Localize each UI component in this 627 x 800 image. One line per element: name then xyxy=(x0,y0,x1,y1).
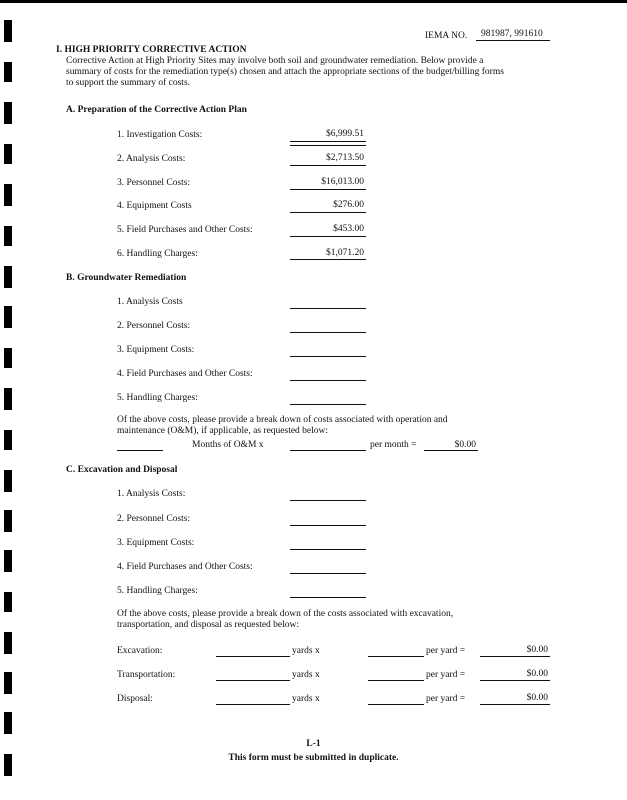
iema-number: 981987, 991610 xyxy=(481,29,543,39)
c-disposal-total: $0.00 xyxy=(526,693,548,703)
a-personnel-label: 3. Personnel Costs: xyxy=(117,178,191,188)
b-om-months-label: Months of O&M x xyxy=(192,440,264,450)
duplicate-note: This form must be submitted in duplicate. xyxy=(228,753,399,763)
a-handling-line xyxy=(290,259,366,260)
c-analysis-label: 1. Analysis Costs: xyxy=(117,489,186,499)
a-investigation-line xyxy=(290,141,366,142)
b-handling-label: 5. Handling Charges: xyxy=(117,393,198,403)
c-excavation-yards-label: yards x xyxy=(292,646,320,656)
part-a-title: A. Preparation of the Corrective Action Plan xyxy=(66,105,247,115)
c-disposal-yards-field[interactable] xyxy=(216,704,290,705)
c-transportation-label: Transportation: xyxy=(117,670,176,680)
b-om-per-month-label: per month = xyxy=(370,440,417,450)
scan-margin-bar xyxy=(4,226,12,246)
scan-margin-bar xyxy=(4,348,12,368)
c-equipment-label: 3. Equipment Costs: xyxy=(117,538,195,548)
a-equipment-value: $276.00 xyxy=(333,200,364,210)
c-disposal-total-line xyxy=(480,704,550,705)
scan-margin-bar xyxy=(4,470,12,492)
scan-margin-bar xyxy=(4,430,12,450)
b-om-months-field[interactable] xyxy=(117,450,163,451)
b-equipment-line xyxy=(290,356,366,357)
a-investigation-label: 1. Investigation Costs: xyxy=(117,130,203,140)
part-b-title: B. Groundwater Remediation xyxy=(66,273,187,283)
b-personnel-line xyxy=(290,332,366,333)
scan-margin-bar xyxy=(4,20,12,42)
a-equipment-line xyxy=(290,212,366,213)
c-breakdown-note: Of the above costs, please provide a break down of the costs associated with excavation, transportation, and disposal as requested below: xyxy=(117,609,454,630)
a-field-line xyxy=(290,236,366,237)
scan-margin-bar xyxy=(4,672,12,694)
b-om-note: Of the above costs, please provide a break down of costs associated with operation and maintenance (O&M), if applicable, as requested below: xyxy=(117,415,448,436)
b-field-line xyxy=(290,380,366,381)
b-analysis-label: 1. Analysis Costs xyxy=(117,297,183,307)
c-transportation-total-line xyxy=(480,680,550,681)
c-transportation-yards-label: yards x xyxy=(292,670,320,680)
b-handling-line xyxy=(290,404,366,405)
a-analysis-line xyxy=(290,165,366,166)
c-field-label: 4. Field Purchases and Other Costs: xyxy=(117,562,253,572)
c-handling-line xyxy=(290,597,366,598)
c-personnel-line xyxy=(290,525,366,526)
a-personnel-line xyxy=(290,189,366,190)
b-om-per-month-field[interactable] xyxy=(290,450,366,451)
c-transportation-yards-field[interactable] xyxy=(216,680,290,681)
a-investigation-line2 xyxy=(290,145,366,146)
scan-margin-bar xyxy=(4,62,12,82)
iema-label: IEMA NO. xyxy=(425,31,468,41)
scan-margin-bar xyxy=(4,550,12,572)
a-field-label: 5. Field Purchases and Other Costs: xyxy=(117,225,253,235)
c-transportation-rate-field[interactable] xyxy=(368,680,424,681)
a-handling-label: 6. Handling Charges: xyxy=(117,249,198,259)
c-excavation-rate-field[interactable] xyxy=(368,656,424,657)
scan-margin-bar xyxy=(4,388,12,410)
b-om-total: $0.00 xyxy=(454,440,476,450)
section-intro: Corrective Action at High Priority Sites may involve both soil and groundwater remediation. Below provide a summary of costs for the remediation type(s) chosen and attach the appropriate sections of the budget/billing forms to support the summary of costs. xyxy=(66,56,504,88)
b-field-label: 4. Field Purchases and Other Costs: xyxy=(117,369,253,379)
c-field-line xyxy=(290,573,366,574)
scan-margin-bar xyxy=(4,102,12,124)
b-personnel-label: 2. Personnel Costs: xyxy=(117,321,191,331)
scan-top-border xyxy=(0,0,627,3)
c-equipment-line xyxy=(290,549,366,550)
a-field-value: $453.00 xyxy=(333,224,364,234)
c-transportation-total: $0.00 xyxy=(526,669,548,679)
c-transportation-per-yard-label: per yard = xyxy=(426,670,466,680)
c-handling-label: 5. Handling Charges: xyxy=(117,586,198,596)
a-investigation-value: $6,999.51 xyxy=(326,129,364,139)
scan-margin-bar xyxy=(4,632,12,654)
c-analysis-line xyxy=(290,500,366,501)
scan-margin-bar xyxy=(4,306,12,328)
c-excavation-label: Excavation: xyxy=(117,646,163,656)
b-analysis-line xyxy=(290,308,366,309)
c-excavation-total: $0.00 xyxy=(526,645,548,655)
b-equipment-label: 3. Equipment Costs: xyxy=(117,345,195,355)
page-number: L-1 xyxy=(306,739,321,749)
scan-margin-bar xyxy=(4,712,12,734)
a-equipment-label: 4. Equipment Costs xyxy=(117,201,192,211)
c-excavation-total-line xyxy=(480,656,550,657)
part-c-title: C. Excavation and Disposal xyxy=(66,465,178,475)
a-personnel-value: $16,013.00 xyxy=(321,177,364,187)
scan-margin-bar xyxy=(4,144,12,164)
b-om-total-line xyxy=(424,450,478,451)
scan-margin-bar xyxy=(4,510,12,532)
scan-margin-bar xyxy=(4,266,12,288)
c-personnel-label: 2. Personnel Costs: xyxy=(117,514,191,524)
section-title: I. HIGH PRIORITY CORRECTIVE ACTION xyxy=(56,45,247,55)
c-excavation-yards-field[interactable] xyxy=(216,656,290,657)
scan-margin-bar xyxy=(4,592,12,612)
iema-underline xyxy=(476,40,550,41)
c-disposal-yards-label: yards x xyxy=(292,694,320,704)
a-analysis-value: $2,713.50 xyxy=(326,153,364,163)
c-disposal-per-yard-label: per yard = xyxy=(426,694,466,704)
a-analysis-label: 2. Analysis Costs: xyxy=(117,154,186,164)
scan-margin-bar xyxy=(4,184,12,206)
c-disposal-rate-field[interactable] xyxy=(368,704,424,705)
c-disposal-label: Disposal: xyxy=(117,694,153,704)
c-excavation-per-yard-label: per yard = xyxy=(426,646,466,656)
a-handling-value: $1,071.20 xyxy=(326,248,364,258)
